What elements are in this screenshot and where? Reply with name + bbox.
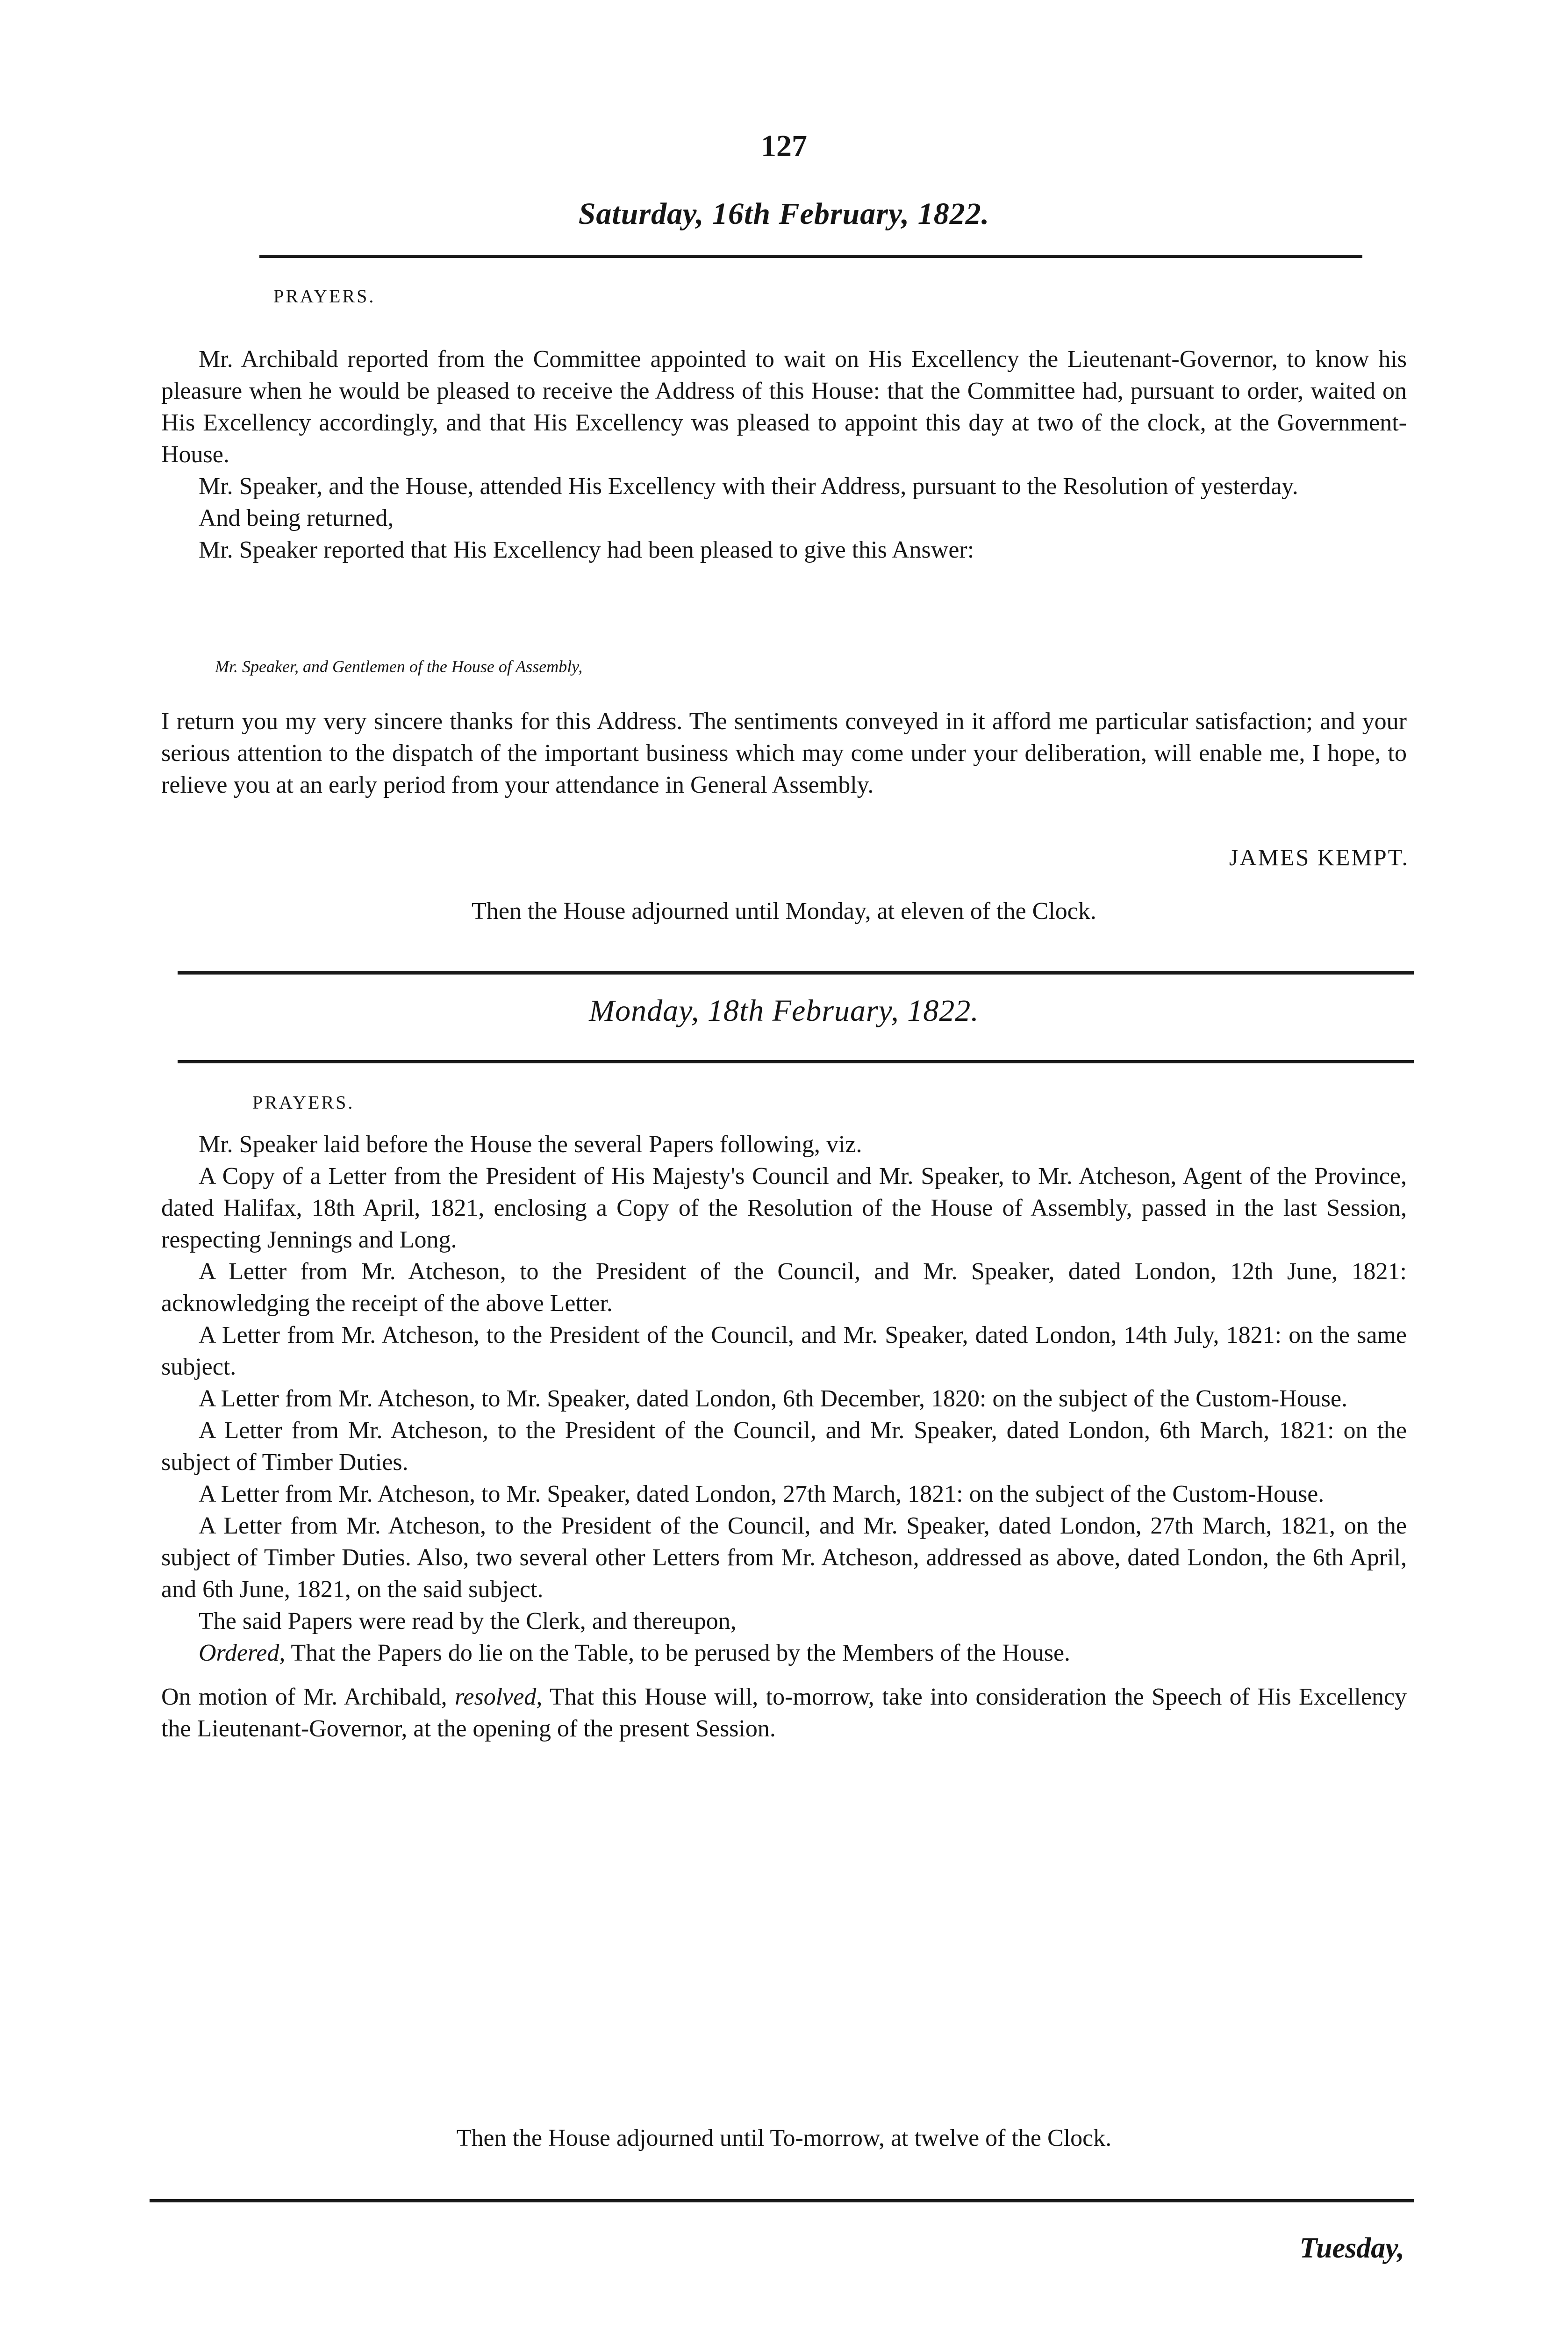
- motion-paragraph: [161, 1681, 1407, 1745]
- paragraph: Mr. Speaker laid before the House the several Papers following, viz.: [199, 1131, 862, 1158]
- paragraph: Mr. Archibald reported from the Committee appointed to wait on His Excellency the Lieutenant-Governor, to know his pleasure when he would be pleased to receive the Address of this House: that the Committee had, pursuant to order, waited on His Excellency accordingly, and that His Excellency was pleased to appoint this day at two of the clock, at the Government-House.: [161, 346, 1407, 468]
- date-heading-saturday: Saturday, 16th February, 1822.: [578, 197, 990, 231]
- saturday-proceedings: [161, 344, 1407, 566]
- salutation: Mr. Speaker, and Gentlemen of the House of Assembly,: [215, 657, 583, 676]
- page-number: 127: [761, 129, 807, 163]
- answer-paragraph: I return you my very sincere thanks for this Address. The sentiments conveyed in it afford me particular satisfaction; and your serious attention to the dispatch of the important business which may come under your deliberation, will enable me, I hope, to relieve you at an early period from your attendance in General Assembly.: [161, 708, 1407, 798]
- paragraph: A Letter from Mr. Atcheson, to the President of the Council, and Mr. Speaker, dated London, 14th July, 1821: on the same subject.: [161, 1322, 1407, 1380]
- adjournment-monday: Then the House adjourned until To-morrow, at twelve of the Clock.: [456, 2125, 1112, 2151]
- ordered-text: That the Papers do lie on the Table, to be perused by the Members of the House.: [291, 1640, 1071, 1666]
- paragraph: A Letter from Mr. Atcheson, to the President of the Council, and Mr. Speaker, dated London, 12th June, 1821: acknowledging the receipt of the above Letter.: [161, 1258, 1407, 1317]
- monday-proceedings: [161, 1129, 1407, 1745]
- motion-text: That this House will, to-morrow, take into consideration the Speech of His Excellency the Lieutenant-Governor, at the opening of the present Session.: [161, 1684, 1407, 1742]
- divider-rule: [178, 1060, 1414, 1063]
- paragraph: And being returned,: [199, 505, 394, 531]
- date-heading-monday: Monday, 18th February, 1822.: [589, 994, 979, 1028]
- prayers-heading: PRAYERS.: [273, 286, 376, 307]
- adjournment-saturday: Then the House adjourned until Monday, at eleven of the Clock.: [472, 898, 1096, 925]
- paragraph: Mr. Speaker, and the House, attended His Excellency with their Address, pursuant to the Resolution of yesterday.: [199, 473, 1298, 500]
- divider-rule: [150, 2199, 1414, 2202]
- paragraph: Mr. Speaker reported that His Excellency had been pleased to give this Answer:: [199, 537, 974, 563]
- paragraph: A Letter from Mr. Atcheson, to the President of the Council, and Mr. Speaker, dated London, 27th March, 1821, on the subject of Timber Duties. Also, two several other Letters from Mr. Atcheson, addressed as above, dated London, the 6th April, and 6th June, 1821, on the said subject.: [161, 1513, 1407, 1603]
- ordered-label: Ordered,: [199, 1640, 286, 1666]
- catchword: Tuesday,: [1299, 2232, 1404, 2264]
- paragraph: A Letter from Mr. Atcheson, to the President of the Council, and Mr. Speaker, dated London, 6th March, 1821: on the subject of Timber Duties.: [161, 1417, 1407, 1476]
- answer-text: [161, 706, 1407, 801]
- motion-prefix: On motion of Mr. Archibald,: [161, 1684, 447, 1710]
- paragraph: A Letter from Mr. Atcheson, to Mr. Speaker, dated London, 27th March, 1821: on the subject of the Custom-House.: [199, 1481, 1325, 1507]
- motion-resolved: resolved,: [455, 1684, 543, 1710]
- paragraph: A Letter from Mr. Atcheson, to Mr. Speaker, dated London, 6th December, 1820: on the subject of the Custom-House.: [199, 1385, 1348, 1412]
- divider-rule: [259, 255, 1362, 258]
- paragraph: The said Papers were read by the Clerk, and thereupon,: [199, 1608, 737, 1634]
- paragraph: A Copy of a Letter from the President of His Majesty's Council and Mr. Speaker, to Mr. Atcheson, Agent of the Province, dated Halifax, 18th April, 1821, enclosing a Copy of the Resolution of the House of Assembly, passed in the last Session, respecting Jennings and Long.: [161, 1163, 1407, 1253]
- prayers-heading: PRAYERS.: [252, 1092, 355, 1113]
- divider-rule: [178, 971, 1414, 975]
- signature: JAMES KEMPT.: [1229, 844, 1409, 870]
- ordered-paragraph: [161, 1637, 1407, 1669]
